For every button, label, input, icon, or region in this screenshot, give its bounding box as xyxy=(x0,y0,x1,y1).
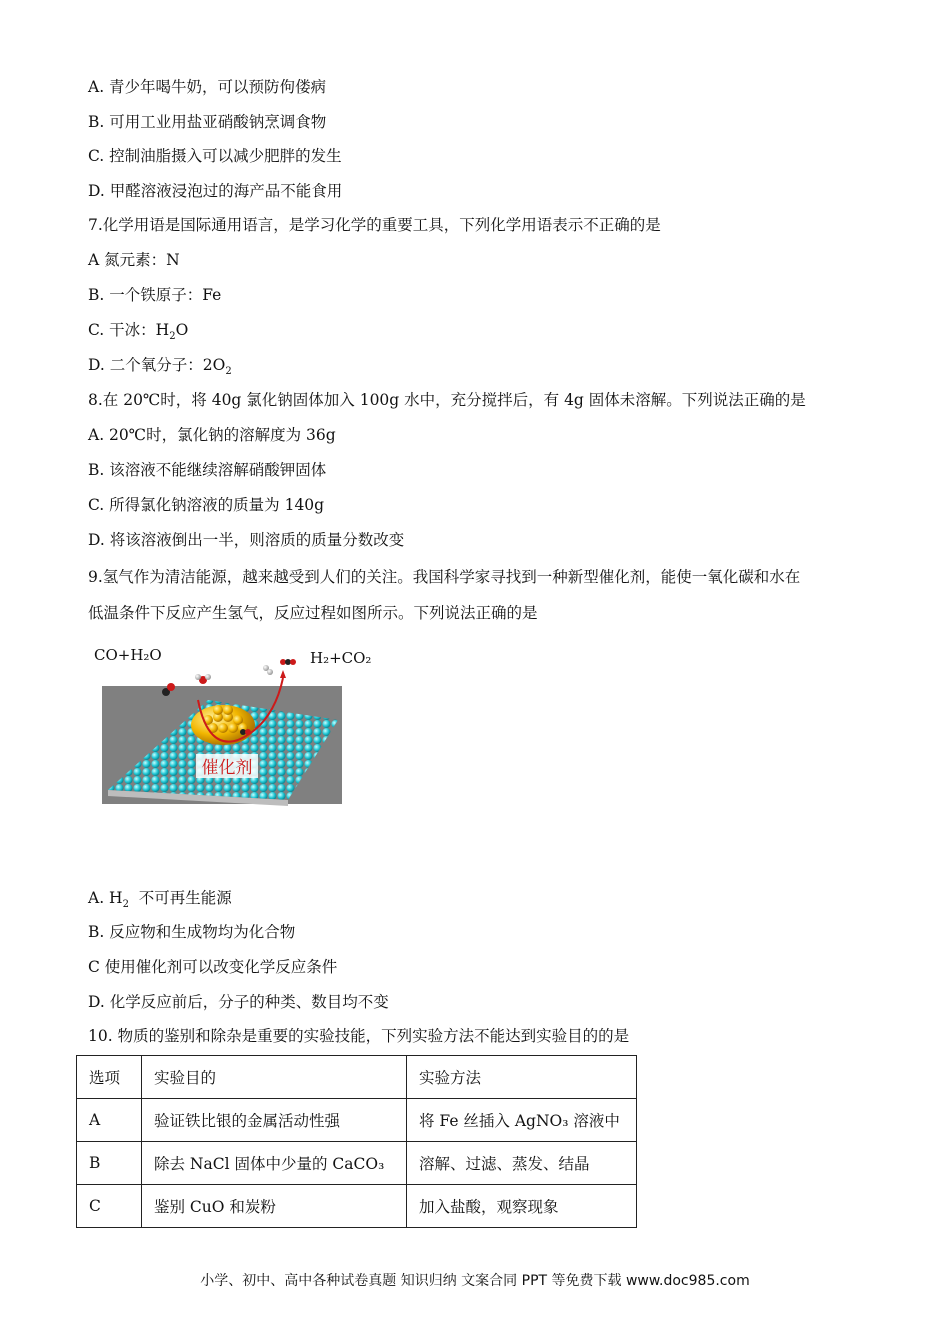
catalyst-illustration xyxy=(88,640,388,810)
experiment-table xyxy=(76,1055,637,1228)
q8-stem: 8.在 20℃时，将 40g 氯化钠固体加入 100g 水中，充分搅拌后，有 4g 固体未溶解。下列说法正确的是 xyxy=(88,391,806,409)
table-row xyxy=(77,1142,637,1185)
q6-option-d: D. 甲醛溶液浸泡过的海产品不能食用 xyxy=(88,182,343,200)
arrow-head-icon xyxy=(280,670,286,678)
table-cell: 验证铁比银的金属活动性强 xyxy=(142,1099,407,1142)
q8-option-d: D. 将该溶液倒出一半，则溶质的质量分数改变 xyxy=(88,531,405,549)
q7-stem: 7.化学用语是国际通用语言，是学习化学的重要工具，下列化学用语表示不正确的是 xyxy=(88,216,661,234)
catalyst-label: 催化剂 xyxy=(201,758,253,778)
table-header-cell: 选项 xyxy=(77,1056,142,1099)
table-header-row xyxy=(77,1056,637,1099)
table-cell: 除去 NaCl 固体中少量的 CaCO₃ xyxy=(142,1142,407,1185)
q9-option-d: D. 化学反应前后，分子的种类、数目均不变 xyxy=(88,993,389,1011)
q9-option-a-suffix: 不可再生能源 xyxy=(128,889,232,907)
q6-option-a: A. 青少年喝牛奶，可以预防佝偻病 xyxy=(88,78,327,96)
q7-option-a: A 氮元素：N xyxy=(88,251,180,269)
q7-option-c-prefix: C. 干冰：H xyxy=(88,321,170,339)
table-cell: 鉴别 CuO 和炭粉 xyxy=(142,1185,407,1228)
page-footer: 小学、初中、高中各种试卷真题 知识归纳 文案合同 PPT 等免费下载 www.doc985.com xyxy=(200,1273,750,1289)
q10-stem: 10. 物质的鉴别和除杂是重要的实验技能，下列实验方法不能达到实验目的的是 xyxy=(88,1027,630,1045)
table-header-cell: 实验方法 xyxy=(407,1056,637,1099)
q9-option-b: B. 反应物和生成物均为化合物 xyxy=(88,923,296,941)
products-label: H₂+CO₂ xyxy=(310,649,372,667)
q7-option-b: B. 一个铁原子：Fe xyxy=(88,286,222,304)
q9-stem-line2: 低温条件下反应产生氢气，反应过程如图所示。下列说法正确的是 xyxy=(88,604,538,622)
q7-option-d-sub: 2 xyxy=(225,366,232,378)
q6-option-b: B. 可用工业用盐亚硝酸钠烹调食物 xyxy=(88,113,327,131)
table-cell: 将 Fe 丝插入 AgNO₃ 溶液中 xyxy=(407,1099,637,1142)
q7-option-c-suffix: O xyxy=(175,321,189,339)
catalyst-figure xyxy=(88,640,388,810)
table-row xyxy=(77,1185,637,1228)
q8-option-c: C. 所得氯化钠溶液的质量为 140g xyxy=(88,496,325,514)
table-cell: 溶解、过滤、蒸发、结晶 xyxy=(407,1142,637,1185)
table-cell: 加入盐酸，观察现象 xyxy=(407,1185,637,1228)
table-row xyxy=(77,1099,637,1142)
q9-option-a xyxy=(88,888,232,915)
q9-option-a-prefix: A. H xyxy=(88,889,123,907)
q7-option-d xyxy=(88,355,232,382)
q9-option-a-sub: 2 xyxy=(122,899,129,911)
q9-stem-line1: 9.氢气作为清洁能源，越来越受到人们的关注。我国科学家寻找到一种新型催化剂，能使一氧化碳和水在 xyxy=(88,568,801,586)
q7-option-d-prefix: D. 二个氧分子：2O xyxy=(88,356,226,374)
table-header-cell: 实验目的 xyxy=(142,1056,407,1099)
q8-option-b: B. 该溶液不能继续溶解硝酸钾固体 xyxy=(88,461,327,479)
q9-option-c: C 使用催化剂可以改变化学反应条件 xyxy=(88,958,338,976)
table-cell: C xyxy=(77,1185,142,1228)
q7-option-c-sub: 2 xyxy=(169,331,176,343)
reactants-label: CO+H₂O xyxy=(94,646,162,664)
q8-option-a: A. 20℃时，氯化钠的溶解度为 36g xyxy=(88,426,336,444)
q6-option-c: C. 控制油脂摄入可以减少肥胖的发生 xyxy=(88,147,342,165)
table-cell: A xyxy=(77,1099,142,1142)
q7-option-c xyxy=(88,320,188,347)
table-cell: B xyxy=(77,1142,142,1185)
